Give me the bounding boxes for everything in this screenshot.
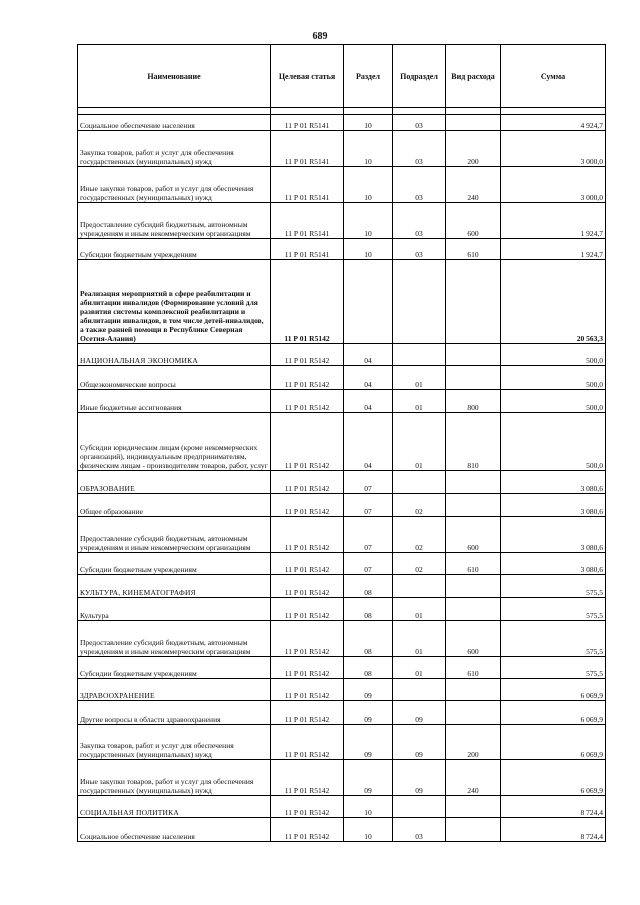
cell-expense-type: 240: [446, 760, 501, 796]
cell-amount: 3 080,6: [501, 553, 606, 575]
cell-subsection: 03: [393, 115, 446, 131]
cell-subsection: 03: [393, 818, 446, 842]
cell-amount: 575,5: [501, 598, 606, 621]
cell-section: 09: [344, 760, 393, 796]
cell-name: Иные закупки товаров, работ и услуг для обеспечения государственных (муниципальных) нужд: [78, 760, 271, 796]
cell-amount: 3 000,0: [501, 167, 606, 203]
header-name: Наименование: [78, 45, 271, 108]
cell-name: Субсидии бюджетным учреждениям: [78, 657, 271, 679]
cell-amount: 3 080,6: [501, 471, 606, 494]
page-number: 689: [312, 31, 328, 42]
cell-expense-type: [446, 366, 501, 390]
cell-subsection: [393, 260, 446, 344]
cell-subsection: 01: [393, 598, 446, 621]
cell-section: 10: [344, 167, 393, 203]
cell-amount: 575,5: [501, 575, 606, 598]
cell-target: 11 Р 01 R5142: [271, 344, 344, 366]
cell-subsection: 09: [393, 760, 446, 796]
cell-expense-type: [446, 575, 501, 598]
cell-amount: 3 080,6: [501, 517, 606, 553]
table-header-row: [78, 45, 606, 108]
cell-expense-type: 600: [446, 517, 501, 553]
table-row: [78, 115, 606, 131]
cell-section: 10: [344, 203, 393, 239]
budget-table: [77, 44, 606, 842]
cell-subsection: 01: [393, 657, 446, 679]
cell-amount: 6 069,9: [501, 701, 606, 725]
cell-subsection: 01: [393, 390, 446, 413]
cell-target: 11 Р 01 R5142: [271, 818, 344, 842]
cell-amount: 6 069,9: [501, 679, 606, 701]
cell-expense-type: 200: [446, 131, 501, 167]
cell-amount: 575,5: [501, 621, 606, 657]
cell-section: 10: [344, 818, 393, 842]
cell-amount: 8 724,4: [501, 818, 606, 842]
cell-section: 04: [344, 390, 393, 413]
cell-expense-type: 200: [446, 725, 501, 760]
cell-amount: 6 069,9: [501, 725, 606, 760]
table-row: [78, 760, 606, 796]
cell-subsection: 03: [393, 203, 446, 239]
cell-amount: 1 924,7: [501, 239, 606, 260]
header-expense-type: Вид расхода: [446, 45, 501, 108]
cell-amount: 500,0: [501, 413, 606, 471]
cell-target: 11 Р 01 R5141: [271, 167, 344, 203]
cell-section: 08: [344, 621, 393, 657]
cell-expense-type: 800: [446, 390, 501, 413]
table-row: [78, 131, 606, 167]
cell-name: Другие вопросы в области здравоохранения: [78, 701, 271, 725]
cell-subsection: 01: [393, 413, 446, 471]
table-row: [78, 390, 606, 413]
cell-subsection: [393, 679, 446, 701]
table-row: [78, 494, 606, 517]
cell-name: Социальное обеспечение населения: [78, 115, 271, 131]
header-section: Раздел: [344, 45, 393, 108]
cell-amount: 500,0: [501, 366, 606, 390]
cell-section: 07: [344, 517, 393, 553]
cell-expense-type: 600: [446, 621, 501, 657]
cell-expense-type: [446, 260, 501, 344]
cell-amount: 6 069,9: [501, 760, 606, 796]
cell-target: 11 Р 01 R5142: [271, 796, 344, 818]
header-subsection: Подраздел: [393, 45, 446, 108]
cell-expense-type: 610: [446, 239, 501, 260]
cell-name: НАЦИОНАЛЬНАЯ ЭКОНОМИКА: [78, 344, 271, 366]
table-row: [78, 621, 606, 657]
cell-target: 11 Р 01 R5141: [271, 131, 344, 167]
cell-expense-type: 600: [446, 203, 501, 239]
table-row: [78, 517, 606, 553]
cell-target: 11 Р 01 R5142: [271, 471, 344, 494]
cell-subsection: 09: [393, 725, 446, 760]
cell-section: 04: [344, 344, 393, 366]
table-row: [78, 598, 606, 621]
table-row: [78, 239, 606, 260]
table-row: [78, 471, 606, 494]
cell-name: Субсидии юридическим лицам (кроме некоммерческих организаций), индивидуальным предпринимателям, физическим лицам - производителям товаров, работ, услуг: [78, 413, 271, 471]
cell-target: 11 Р 01 R5142: [271, 621, 344, 657]
cell-expense-type: [446, 494, 501, 517]
cell-target: 11 Р 01 R5142: [271, 725, 344, 760]
cell-subsection: [393, 575, 446, 598]
cell-expense-type: [446, 344, 501, 366]
cell-amount: 3 080,6: [501, 494, 606, 517]
cell-name: СОЦИАЛЬНАЯ ПОЛИТИКА: [78, 796, 271, 818]
cell-amount: 8 724,4: [501, 796, 606, 818]
cell-subsection: 09: [393, 701, 446, 725]
cell-name: КУЛЬТУРА, КИНЕМАТОГРАФИЯ: [78, 575, 271, 598]
cell-section: 10: [344, 115, 393, 131]
cell-amount: 4 924,7: [501, 115, 606, 131]
cell-expense-type: [446, 471, 501, 494]
cell-name: Субсидии бюджетным учреждениям: [78, 553, 271, 575]
spacer-row: [78, 108, 606, 115]
cell-subsection: 02: [393, 494, 446, 517]
cell-name: Культура: [78, 598, 271, 621]
cell-expense-type: [446, 701, 501, 725]
table-row: [78, 413, 606, 471]
cell-target: 11 Р 01 R5142: [271, 553, 344, 575]
cell-amount: 500,0: [501, 390, 606, 413]
cell-subsection: 03: [393, 239, 446, 260]
cell-subsection: 03: [393, 167, 446, 203]
table-row: [78, 575, 606, 598]
cell-target: 11 Р 01 R5142: [271, 413, 344, 471]
cell-subsection: 01: [393, 621, 446, 657]
table-row: [78, 818, 606, 842]
table-row: [78, 796, 606, 818]
cell-section: 08: [344, 598, 393, 621]
cell-subsection: 02: [393, 517, 446, 553]
cell-expense-type: 610: [446, 657, 501, 679]
cell-name: ЗДРАВООХРАНЕНИЕ: [78, 679, 271, 701]
cell-subsection: [393, 471, 446, 494]
table-row: [78, 701, 606, 725]
cell-name: Реализация мероприятий в сфере реабилитации и абилитации инвалидов (Формирование условий для развития системы комплексной реабилитации и абилитации инвалидов, в том числе детей-инвалидов, а также ранней помощи в Республике Северная Осетия-Алания): [78, 260, 271, 344]
cell-expense-type: 810: [446, 413, 501, 471]
cell-target: 11 Р 01 R5141: [271, 203, 344, 239]
table-row: [78, 366, 606, 390]
cell-section: 07: [344, 494, 393, 517]
cell-amount: 20 563,3: [501, 260, 606, 344]
cell-target: 11 Р 01 R5142: [271, 494, 344, 517]
cell-section: 07: [344, 471, 393, 494]
table-row: [78, 260, 606, 344]
cell-section: 10: [344, 131, 393, 167]
cell-name: Субсидии бюджетным учреждениям: [78, 239, 271, 260]
cell-section: 10: [344, 796, 393, 818]
cell-name: Закупка товаров, работ и услуг для обеспечения государственных (муниципальных) нужд: [78, 725, 271, 760]
cell-subsection: [393, 796, 446, 818]
cell-name: Иные бюджетные ассигнования: [78, 390, 271, 413]
cell-target: 11 Р 01 R5142: [271, 575, 344, 598]
cell-target: 11 Р 01 R5142: [271, 390, 344, 413]
cell-expense-type: [446, 598, 501, 621]
cell-subsection: 02: [393, 553, 446, 575]
cell-target: 11 Р 01 R5142: [271, 366, 344, 390]
table-row: [78, 203, 606, 239]
cell-name: Общее образование: [78, 494, 271, 517]
cell-section: 04: [344, 366, 393, 390]
header-target: Целевая статья: [271, 45, 344, 108]
cell-section: 07: [344, 553, 393, 575]
table-row: [78, 679, 606, 701]
cell-target: 11 Р 01 R5142: [271, 760, 344, 796]
cell-section: 09: [344, 701, 393, 725]
cell-expense-type: 240: [446, 167, 501, 203]
cell-name: Иные закупки товаров, работ и услуг для обеспечения государственных (муниципальных) нужд: [78, 167, 271, 203]
cell-section: 04: [344, 413, 393, 471]
cell-target: 11 Р 01 R5141: [271, 115, 344, 131]
cell-target: 11 Р 01 R5142: [271, 679, 344, 701]
table-row: [78, 725, 606, 760]
cell-section: 10: [344, 239, 393, 260]
cell-expense-type: 610: [446, 553, 501, 575]
cell-subsection: 01: [393, 366, 446, 390]
cell-target: 11 Р 01 R5142: [271, 517, 344, 553]
header-amount: Сумма: [501, 45, 606, 108]
cell-expense-type: [446, 115, 501, 131]
table-row: [78, 344, 606, 366]
cell-name: Общеэкономические вопросы: [78, 366, 271, 390]
cell-target: 11 Р 01 R5142: [271, 657, 344, 679]
cell-subsection: [393, 344, 446, 366]
cell-amount: 500,0: [501, 344, 606, 366]
cell-target: 11 Р 01 R5142: [271, 701, 344, 725]
cell-expense-type: [446, 679, 501, 701]
cell-name: ОБРАЗОВАНИЕ: [78, 471, 271, 494]
cell-section: 09: [344, 725, 393, 760]
cell-amount: 1 924,7: [501, 203, 606, 239]
cell-subsection: 03: [393, 131, 446, 167]
cell-name: Предоставление субсидий бюджетным, автономным учреждениям и иным некоммерческим организациям: [78, 621, 271, 657]
cell-section: 09: [344, 679, 393, 701]
table-body: [78, 108, 606, 842]
table-row: [78, 167, 606, 203]
cell-section: [344, 260, 393, 344]
cell-amount: 575,5: [501, 657, 606, 679]
cell-target: 11 Р 01 R5141: [271, 239, 344, 260]
table-row: [78, 657, 606, 679]
cell-expense-type: [446, 796, 501, 818]
cell-section: 08: [344, 575, 393, 598]
cell-name: Закупка товаров, работ и услуг для обеспечения государственных (муниципальных) нужд: [78, 131, 271, 167]
cell-expense-type: [446, 818, 501, 842]
cell-name: Предоставление субсидий бюджетным, автономным учреждениям и иным некоммерческим организациям: [78, 203, 271, 239]
cell-target: 11 Р 01 R5142: [271, 260, 344, 344]
cell-target: 11 Р 01 R5142: [271, 598, 344, 621]
table-row: [78, 553, 606, 575]
cell-name: Предоставление субсидий бюджетным, автономным учреждениям и иным некоммерческим организациям: [78, 517, 271, 553]
cell-name: Социальное обеспечение населения: [78, 818, 271, 842]
cell-section: 08: [344, 657, 393, 679]
cell-amount: 3 000,0: [501, 131, 606, 167]
